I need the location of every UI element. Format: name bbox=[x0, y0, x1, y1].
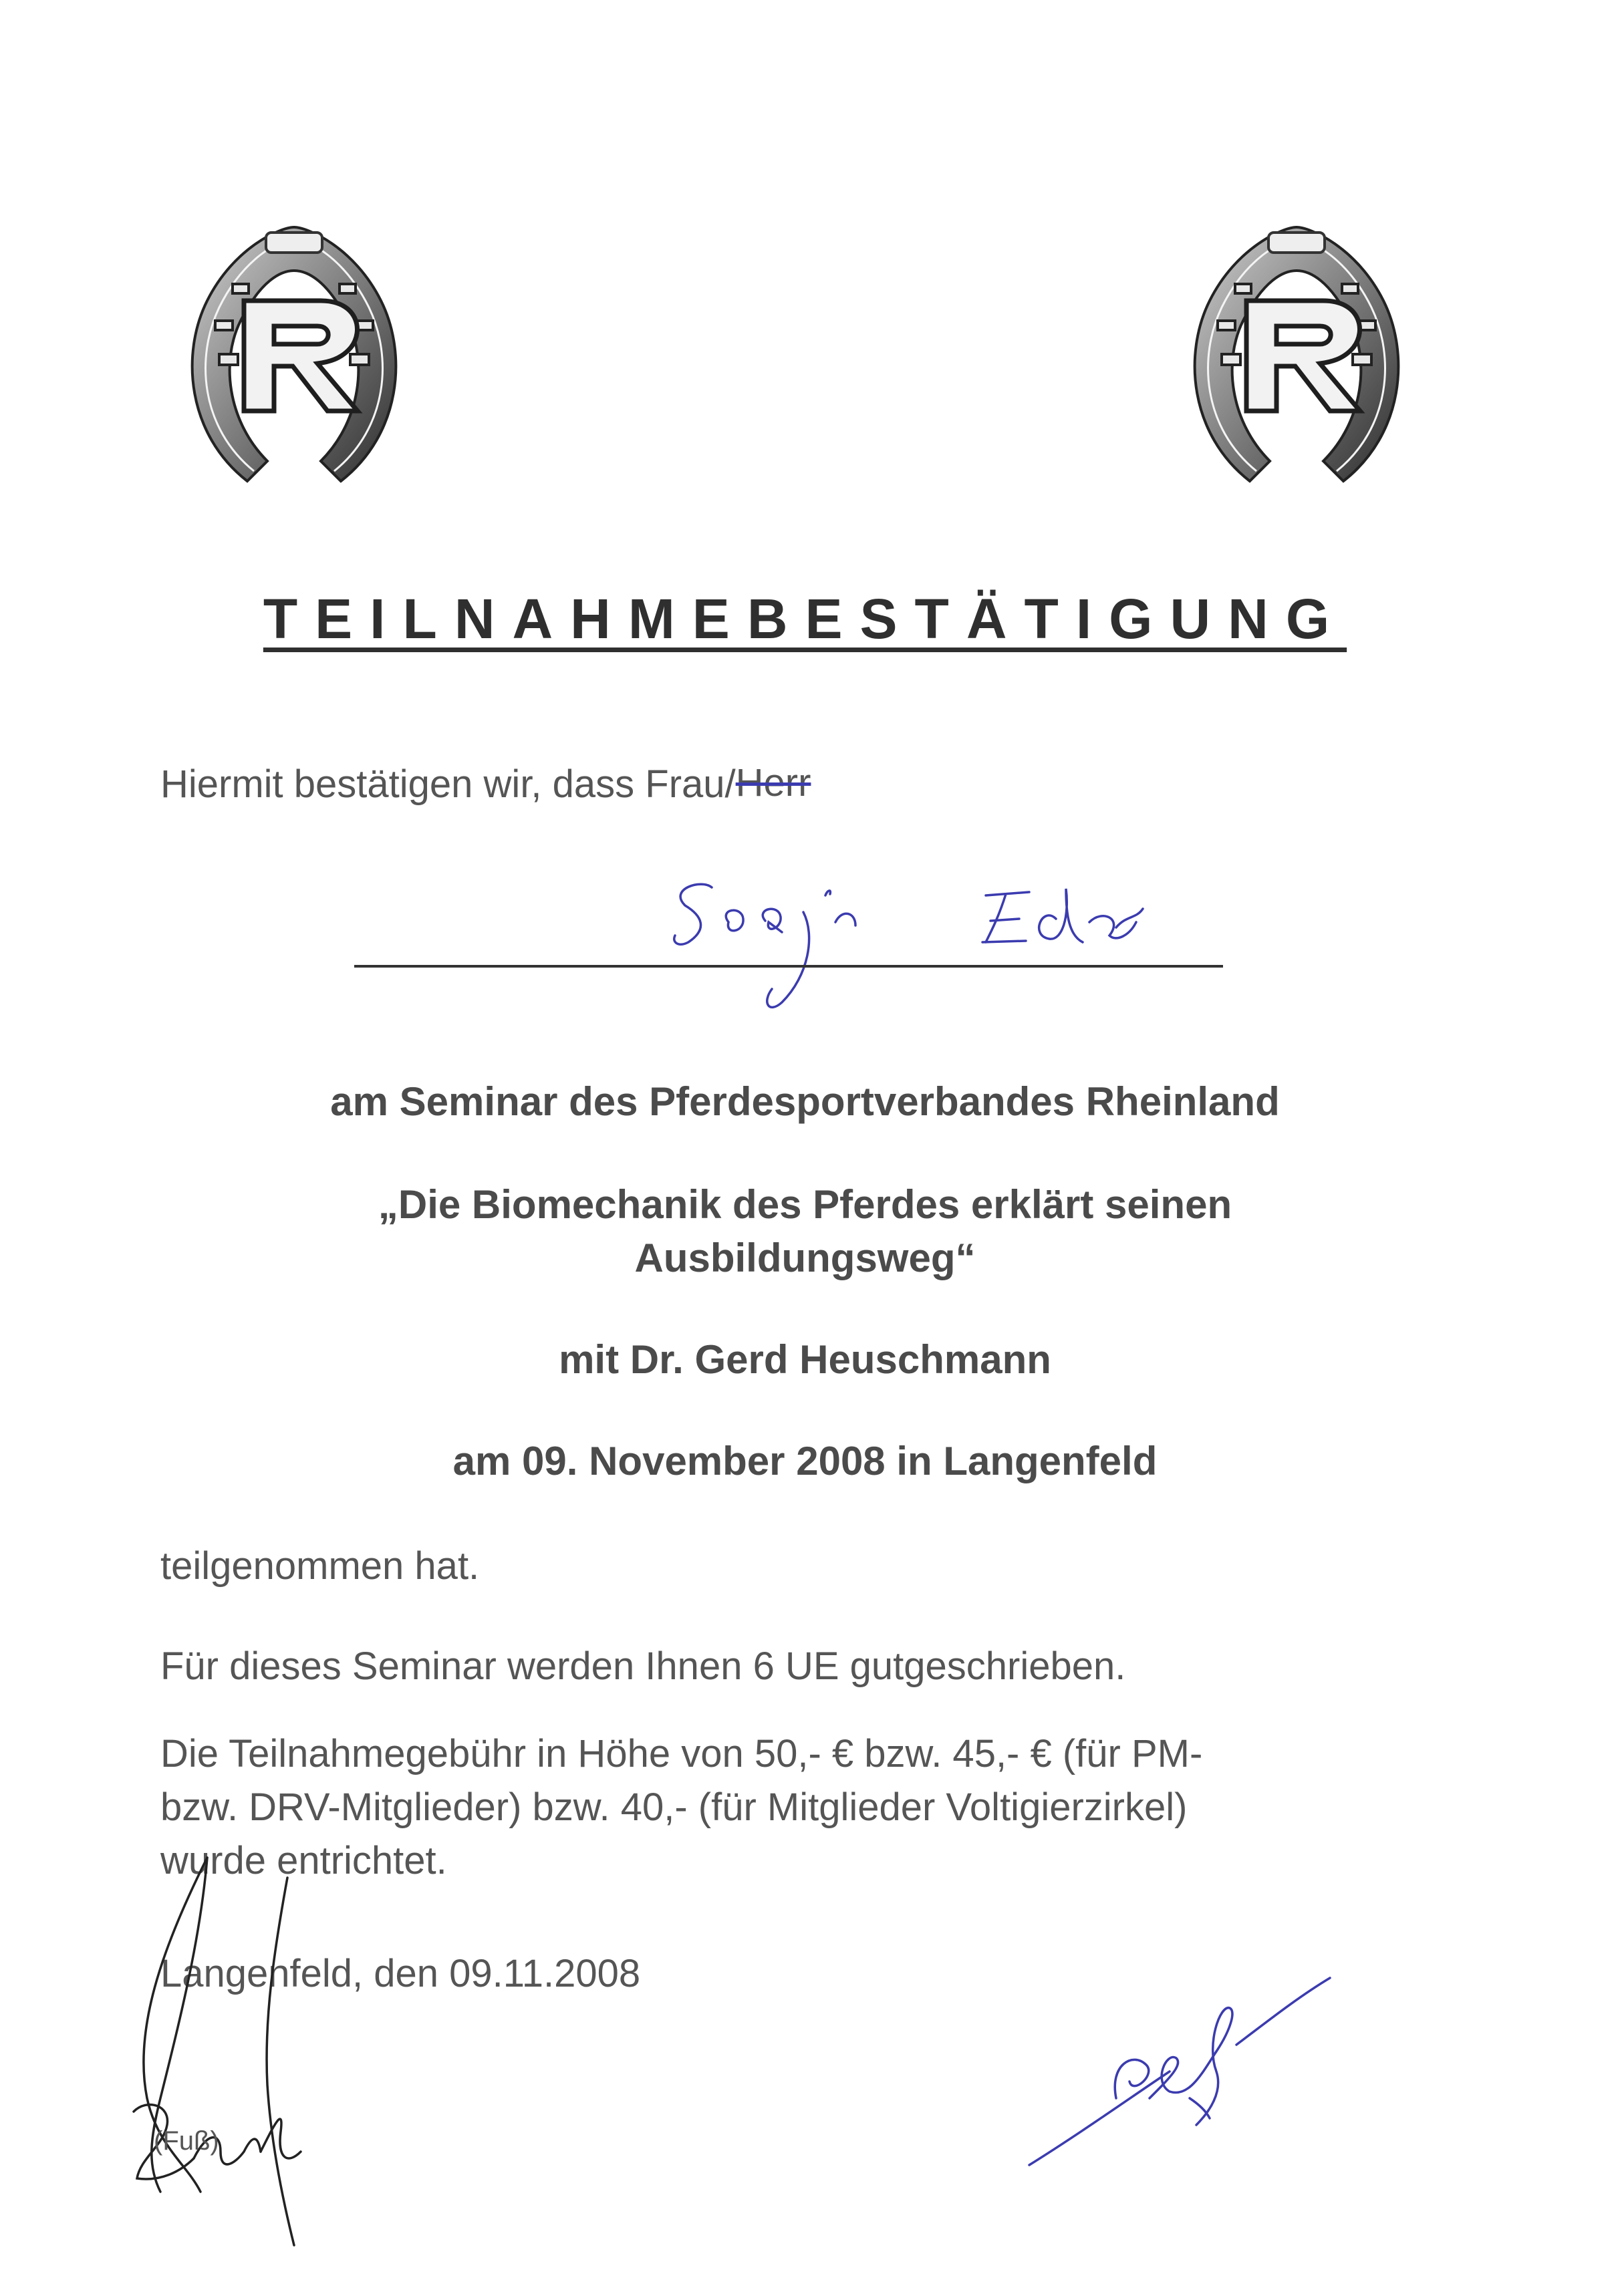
handwritten-name-icon bbox=[655, 842, 1256, 1042]
organization-logo-left bbox=[180, 214, 408, 494]
handwritten-signature-icon bbox=[120, 1818, 334, 2259]
participated-text: teilgenommen hat. bbox=[160, 1544, 480, 1588]
fee-line-1: Die Teilnahmegebühr in Höhe von 50,- € bzw. 45,- € (für PM- bbox=[160, 1732, 1203, 1775]
logo-letter-r bbox=[1246, 301, 1360, 411]
signatory-left-name: (Fuß) bbox=[154, 2126, 219, 2156]
horseshoe-r-logo-icon bbox=[1183, 214, 1410, 494]
fee-line-2: bzw. DRV-Mitglieder) bzw. 40,- (für Mitglieder Voltigierzirkel) bbox=[160, 1785, 1188, 1829]
signature-right bbox=[1016, 1965, 1363, 2185]
seminar-title-line-2: Ausbildungsweg“ bbox=[634, 1236, 976, 1280]
seminar-organizer-line: am Seminar des Pferdesportverbandes Rheinland bbox=[330, 1079, 1280, 1124]
logo-letter-r bbox=[244, 301, 358, 411]
place-and-date: Langenfeld, den 09.11.2008 bbox=[160, 1952, 641, 1995]
handwritten-signature-icon bbox=[1016, 1965, 1363, 2185]
seminar-date-place: am 09. November 2008 in Langenfeld bbox=[452, 1439, 1158, 1483]
signature-left bbox=[120, 1818, 334, 2259]
organization-logo-right bbox=[1183, 214, 1410, 494]
intro-text: Hiermit bestätigen wir, dass Frau/ bbox=[160, 762, 736, 806]
seminar-title-line-1: „Die Biomechanik des Pferdes erklärt seinen bbox=[378, 1182, 1232, 1227]
participant-name-line bbox=[354, 965, 1223, 968]
fee-paragraph bbox=[160, 1727, 1430, 1888]
document-title: TEILNAHMEBESTÄTIGUNG bbox=[263, 587, 1347, 650]
credits-text: Für dieses Seminar werden Ihnen 6 UE gutgeschrieben. bbox=[160, 1644, 1126, 1688]
fee-line-3: wurde entrichtet. bbox=[160, 1839, 447, 1882]
horseshoe-r-logo-icon bbox=[180, 214, 408, 494]
intro-struck-text: Herr bbox=[735, 761, 811, 805]
participant-signature bbox=[655, 842, 1256, 1042]
seminar-speaker: mit Dr. Gerd Heuschmann bbox=[559, 1337, 1051, 1382]
